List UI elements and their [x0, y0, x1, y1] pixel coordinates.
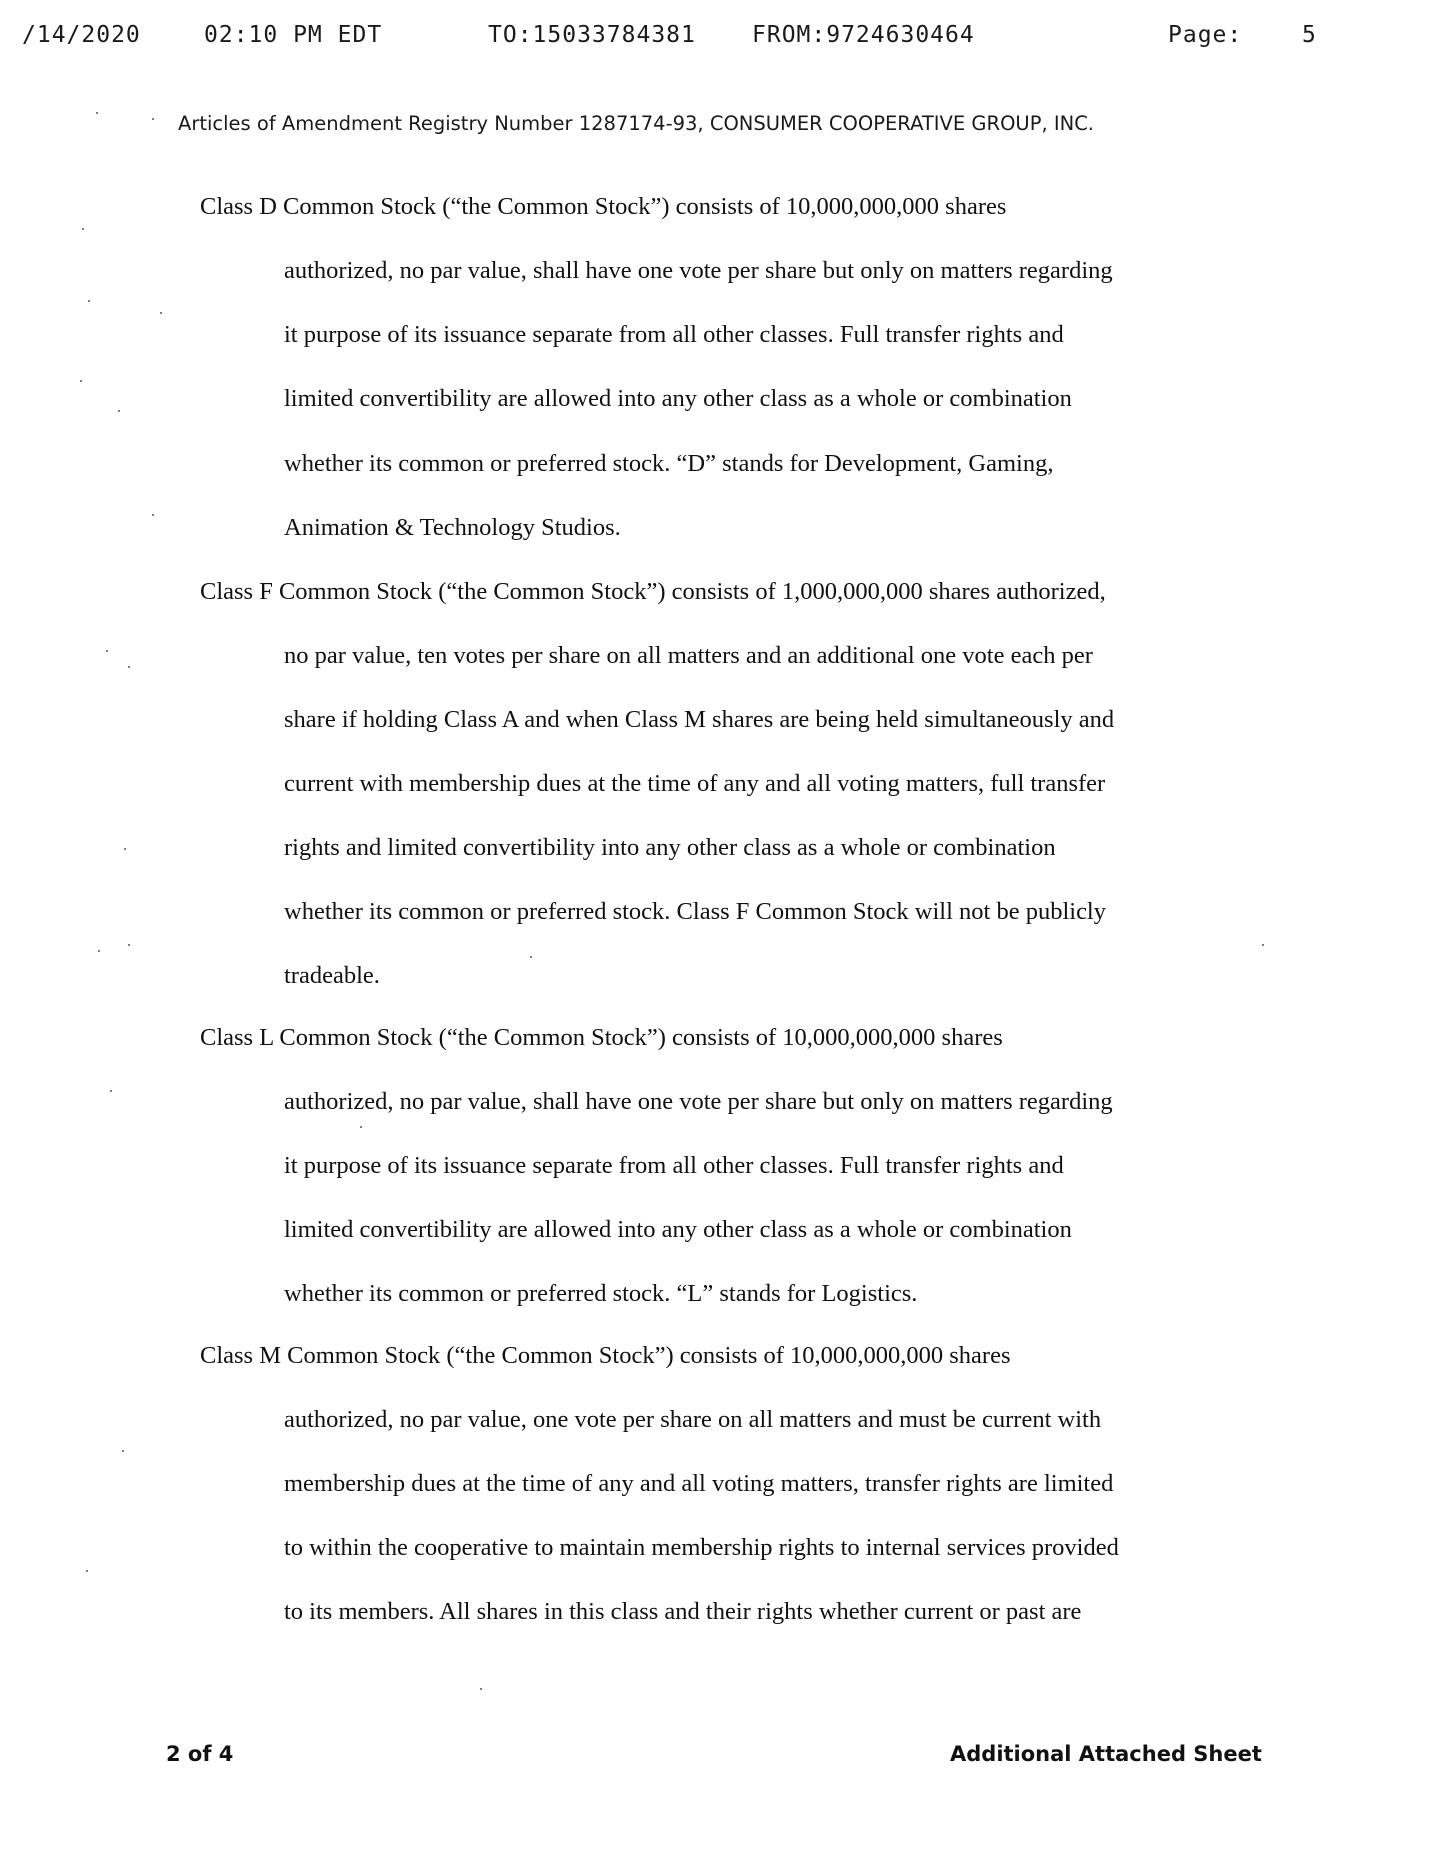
paragraph-line: Class D Common Stock (“the Common Stock”) consists of 10,000,000,000 shares	[200, 193, 1007, 220]
paragraph-line: Class M Common Stock (“the Common Stock”) consists of 10,000,000,000 shares	[200, 1342, 1011, 1369]
paragraph-line: authorized, no par value, shall have one vote per share but only on matters regarding	[284, 1088, 1113, 1115]
paragraph-line: current with membership dues at the time of any and all voting matters, full transfer	[284, 770, 1106, 797]
fax-date: /14/2020	[22, 22, 141, 48]
scan-speck	[86, 1570, 88, 1572]
paragraph-line: Class L Common Stock (“the Common Stock”) consists of 10,000,000,000 shares	[200, 1024, 1003, 1051]
scan-speck	[152, 118, 154, 120]
scan-speck	[80, 380, 82, 382]
scan-speck	[106, 650, 108, 652]
paragraph-line: authorized, no par value, shall have one vote per share but only on matters regarding	[284, 257, 1113, 284]
paragraph-line: whether its common or preferred stock. “D” stands for Development, Gaming,	[284, 450, 1054, 477]
scan-speck	[160, 312, 162, 314]
paragraph-line: limited convertibility are allowed into any other class as a whole or combination	[284, 385, 1072, 412]
scan-speck	[118, 410, 120, 412]
paragraph-line: rights and limited convertibility into any other class as a whole or combination	[284, 834, 1056, 861]
document-title: Articles of Amendment Registry Number 1287174-93, CONSUMER COOPERATIVE GROUP, INC.	[178, 112, 1095, 135]
fax-header	[0, 22, 1431, 52]
paragraph-line: limited convertibility are allowed into any other class as a whole or combination	[284, 1216, 1072, 1243]
scan-speck	[98, 950, 100, 952]
paragraph-line: Animation & Technology Studios.	[284, 514, 621, 541]
scan-speck	[1262, 944, 1264, 946]
scan-speck	[124, 848, 126, 850]
paragraph-line: no par value, ten votes per share on all matters and an additional one vote each per	[284, 642, 1093, 669]
scan-speck	[122, 1450, 124, 1452]
fax-page-label: Page:	[1168, 22, 1243, 48]
scan-speck	[88, 300, 90, 302]
paragraph-line: whether its common or preferred stock. Class F Common Stock will not be publicly	[284, 898, 1106, 925]
paragraph-line: it purpose of its issuance separate from all other classes. Full transfer rights and	[284, 321, 1064, 348]
paragraph-line: authorized, no par value, one vote per share on all matters and must be current with	[284, 1406, 1102, 1433]
fax-from-number: FROM:9724630464	[752, 22, 975, 48]
fax-page-number: 5	[1302, 22, 1317, 48]
fax-to-number: TO:15033784381	[488, 22, 696, 48]
paragraph-line: tradeable.	[284, 962, 380, 989]
page-count: 2 of 4	[166, 1742, 234, 1766]
scan-speck	[128, 944, 130, 946]
scan-speck	[360, 1126, 362, 1128]
scan-speck	[110, 1090, 112, 1092]
paragraph-line: it purpose of its issuance separate from all other classes. Full transfer rights and	[284, 1152, 1064, 1179]
scan-speck	[82, 228, 84, 230]
scan-speck	[530, 956, 532, 958]
paragraph-line: to within the cooperative to maintain membership rights to internal services provided	[284, 1534, 1119, 1561]
fax-time: 02:10 PM EDT	[204, 22, 383, 48]
attached-sheet-label: Additional Attached Sheet	[950, 1742, 1262, 1766]
scan-speck	[480, 1688, 482, 1690]
paragraph-line: whether its common or preferred stock. “L” stands for Logistics.	[284, 1280, 918, 1307]
scan-speck	[96, 112, 98, 114]
paragraph-line: Class F Common Stock (“the Common Stock”) consists of 1,000,000,000 shares authorized,	[200, 578, 1106, 605]
paragraph-line: membership dues at the time of any and all voting matters, transfer rights are limited	[284, 1470, 1114, 1497]
scan-speck	[152, 514, 154, 516]
paragraph-line: share if holding Class A and when Class M shares are being held simultaneously and	[284, 706, 1115, 733]
scan-speck	[128, 666, 130, 668]
paragraph-line: to its members. All shares in this class and their rights whether current or past are	[284, 1598, 1082, 1625]
